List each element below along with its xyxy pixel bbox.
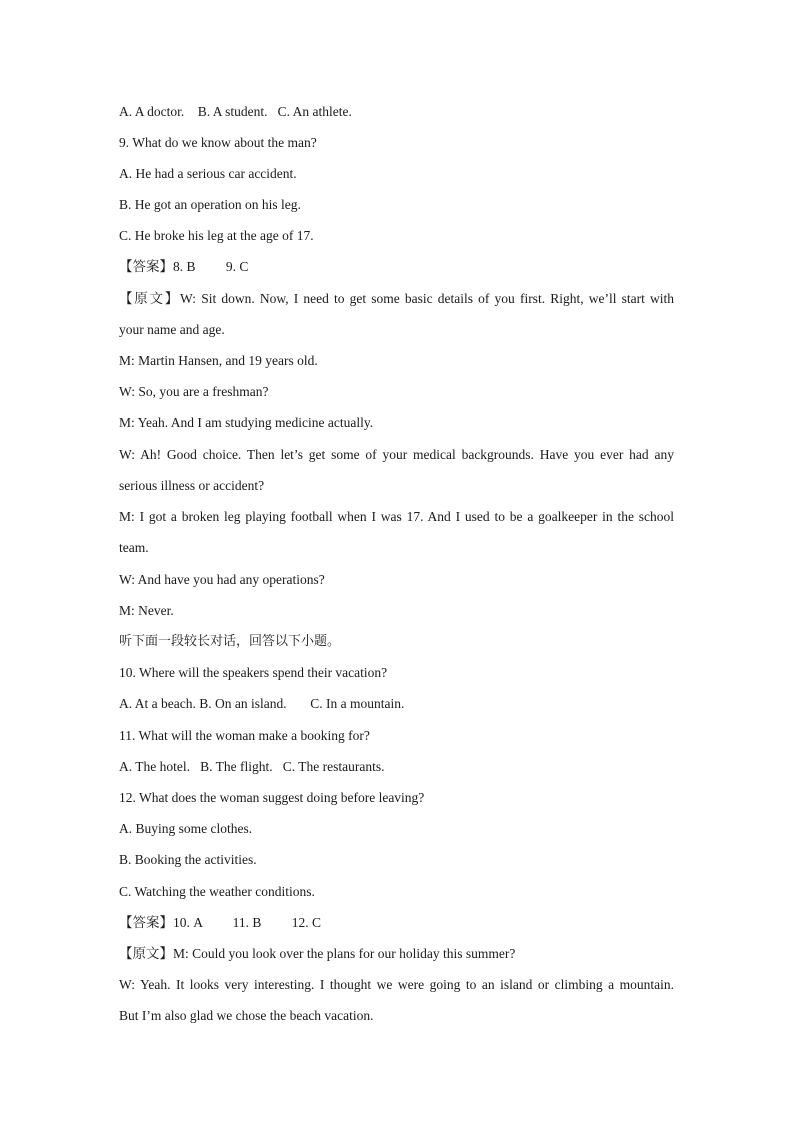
q9-option-c: C. He broke his leg at the age of 17. [119,228,314,243]
q12-option-c: C. Watching the weather conditions. [119,884,315,899]
q12-option-a: A. Buying some clothes. [119,821,253,836]
q12-option-b: B. Booking the activities. [119,852,257,867]
transcript-line: team. [119,540,149,555]
q8-options: A. A doctor. B. A student. C. An athlete. [119,104,352,119]
q9-option-b: B. He got an operation on his leg. [119,197,301,212]
transcript-line: your name and age. [119,322,225,337]
transcript-line: W: And have you had any operations? [119,572,325,587]
transcript-line: 【原文】W: Sit down. Now, I need to get some basic details of you first. Right, we’ll start with [119,291,674,306]
q11-options: A. The hotel. B. The flight. C. The restaurants. [119,759,385,774]
transcript-line: But I’m also glad we chose the beach vacation. [119,1008,374,1023]
transcript-line: W: Yeah. It looks very interesting. I thought we were going to an island or climbing a mountain. [119,977,674,992]
answer-key-8-9: 【答案】8. B 9. C [119,259,249,274]
transcript-line: M: Never. [119,603,174,618]
transcript-line: M: I got a broken leg playing football when I was 17. And I used to be a goalkeeper in the school [119,509,674,524]
section-instruction: 听下面一段较长对话，回答以下小题。 [119,634,341,649]
q9-question: 9. What do we know about the man? [119,135,317,150]
transcript-line: M: Martin Hansen, and 19 years old. [119,353,318,368]
transcript-line: M: Yeah. And I am studying medicine actually. [119,415,374,430]
transcript-line: serious illness or accident? [119,478,265,493]
transcript-line: W: So, you are a freshman? [119,384,269,399]
q9-option-a: A. He had a serious car accident. [119,166,297,181]
q10-question: 10. Where will the speakers spend their vacation? [119,665,388,680]
q10-options: A. At a beach. B. On an island. C. In a mountain. [119,696,405,711]
q11-question: 11. What will the woman make a booking for? [119,728,370,743]
q12-question: 12. What does the woman suggest doing before leaving? [119,790,425,805]
transcript-line: W: Ah! Good choice. Then let’s get some of your medical backgrounds. Have you ever had any [119,447,674,462]
transcript-line: 【原文】M: Could you look over the plans for our holiday this summer? [119,946,516,961]
answer-key-10-12: 【答案】10. A 11. B 12. C [119,915,322,930]
